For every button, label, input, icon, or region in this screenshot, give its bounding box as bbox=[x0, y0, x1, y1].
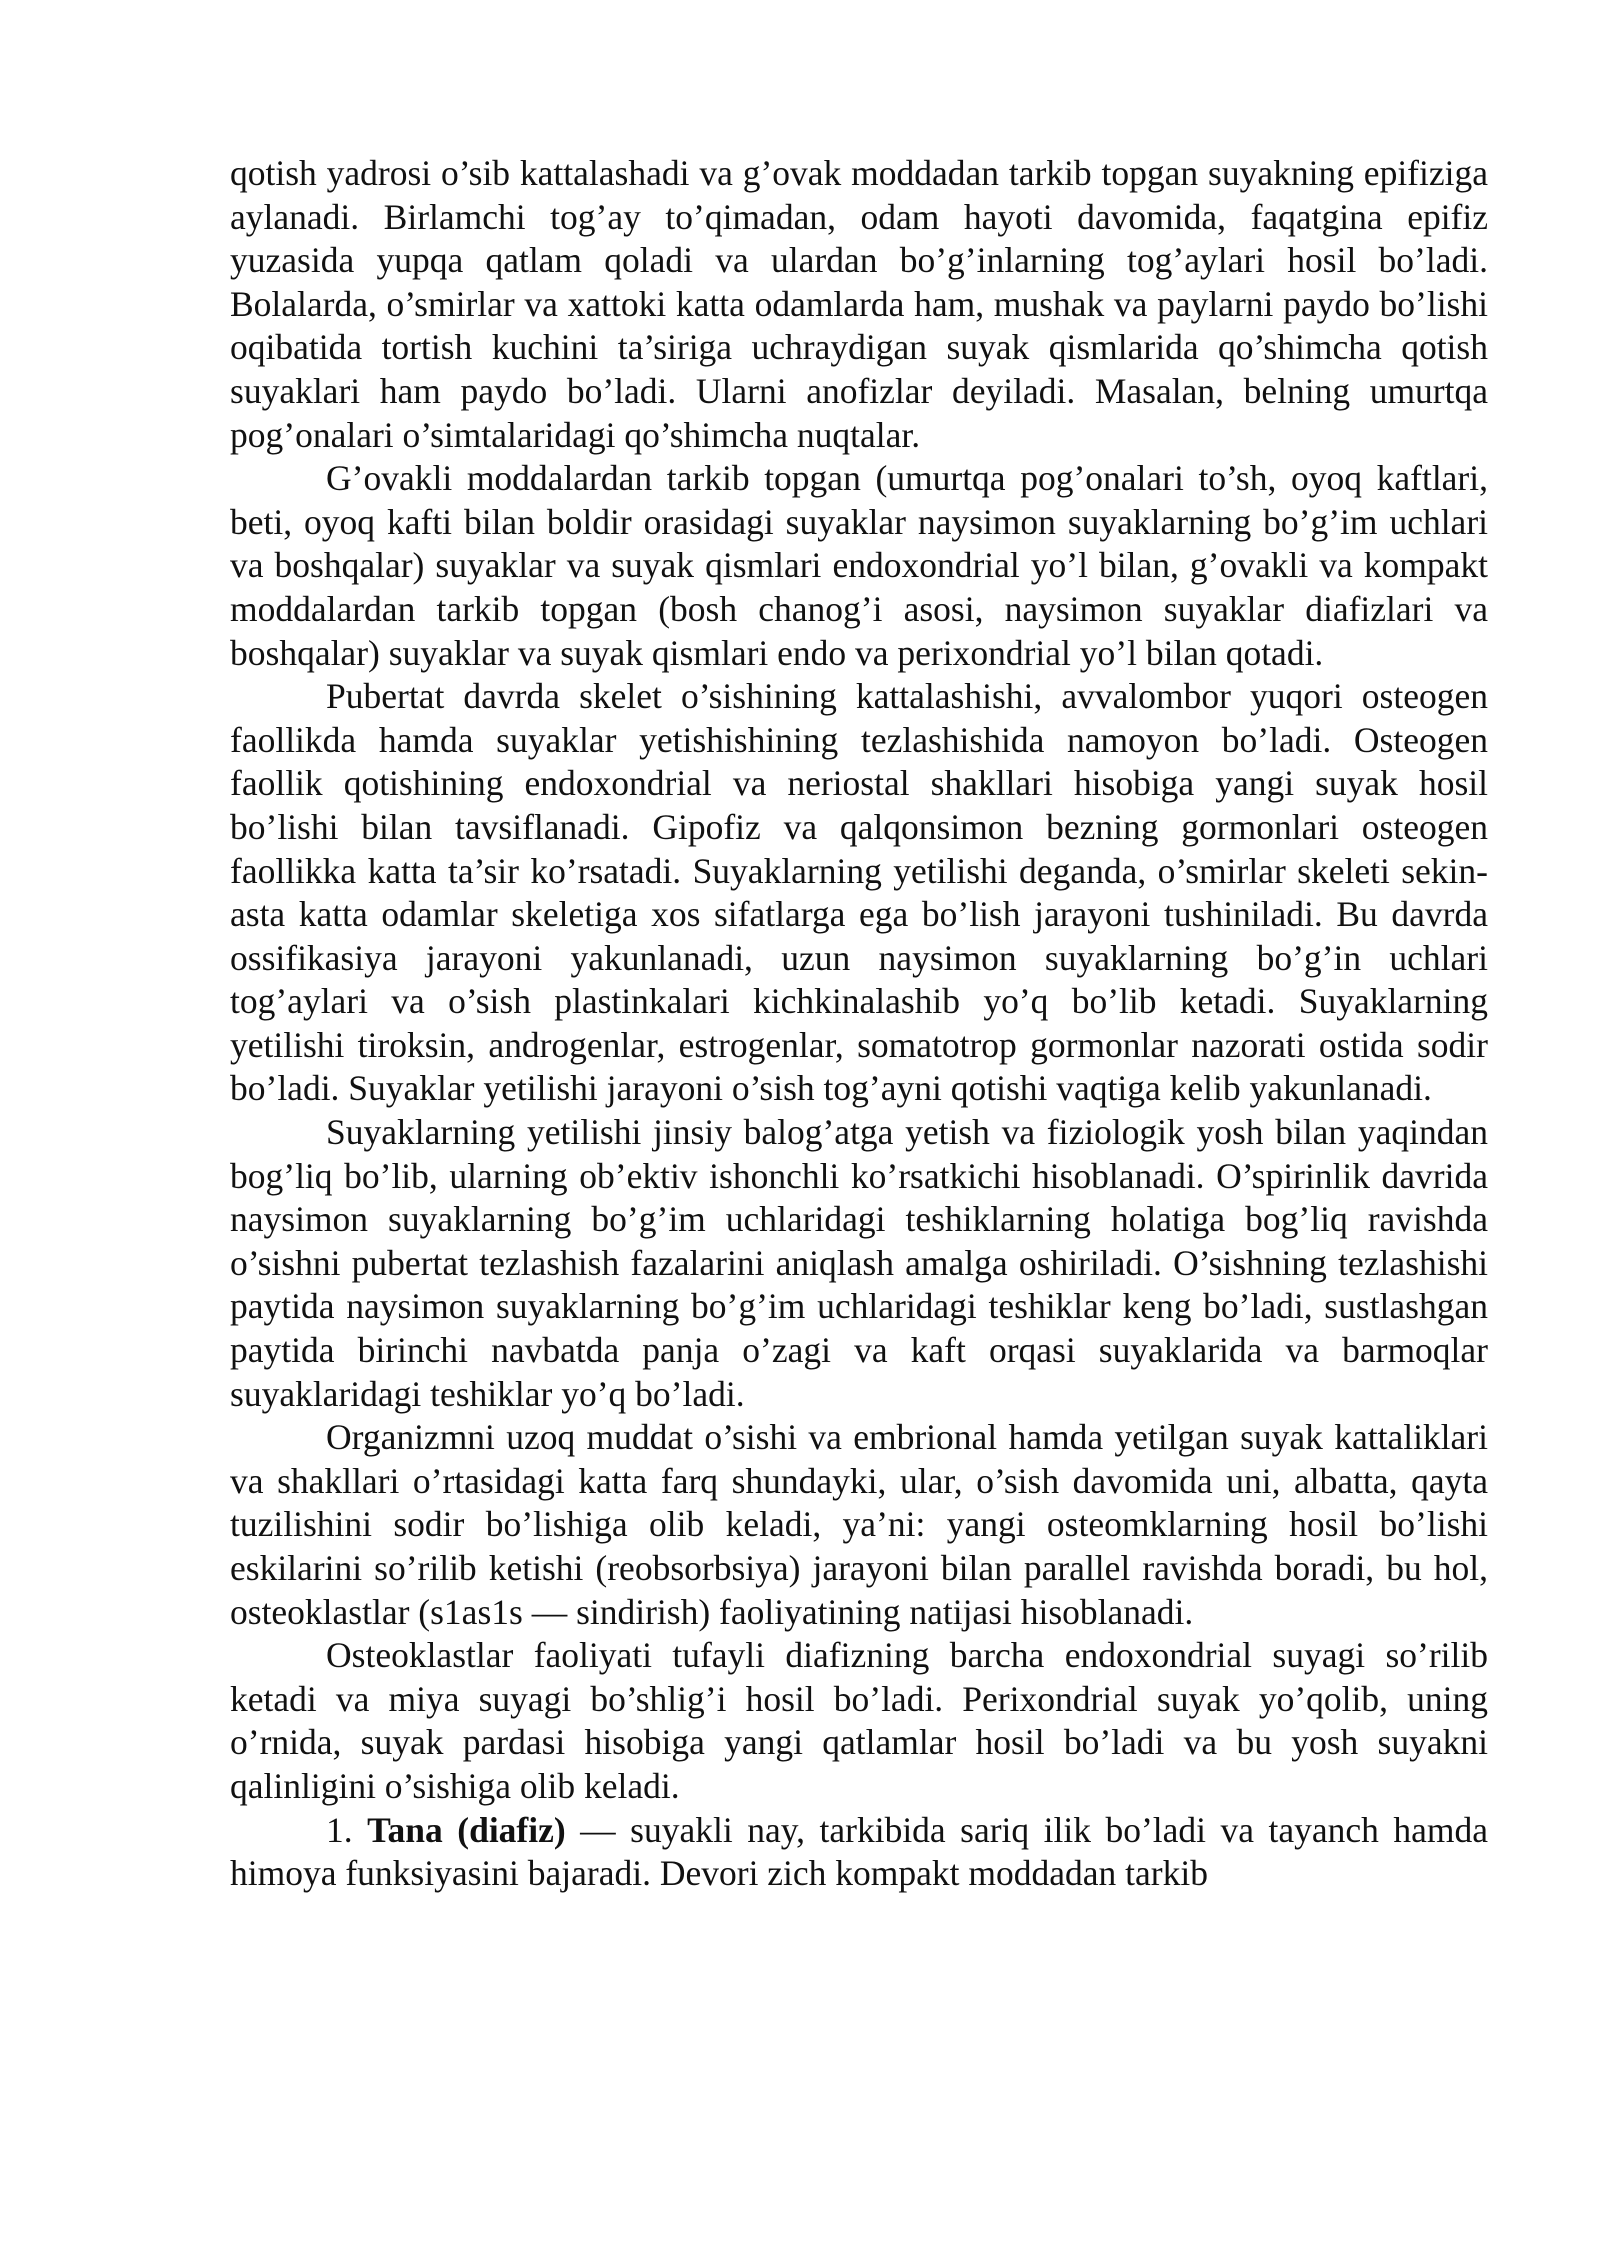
paragraph-4: Suyaklarning yetilishi jinsiy balog’atga yetish va fiziologik yosh bilan yaqindan bog’liq bo’lib, ularning ob’ektiv ishonchli ko’rsatkichi hisoblanadi. O’spirinlik davrida naysimon suyaklarning bo’g’im uchlaridagi teshiklarning holatiga bog’liq ravishda o’sishni pubertat tezlashish fazalarini aniqlash amalga oshiriladi. O’sishning tezlashishi paytida naysimon suyaklarning bo’g’im uchlaridagi teshiklar keng bo’ladi, sustlashgan paytida birinchi navbatda panja o’zagi va kaft orqasi suyaklarida va barmoqlar suyaklaridagi teshiklar yo’q bo’ladi. bbox=[230, 1112, 1488, 1414]
paragraph-5: Organizmni uzoq muddat o’sishi va embrional hamda yetilgan suyak kattaliklari va shakllari o’rtasidagi katta farq shundayki, ular, o’sish davomida uni, albatta, qayta tuzilishini sodir bo’lishiga olib keladi, ya’ni: yangi osteomklarning hosil bo’lishi eskilarini so’rilib ketishi (reobsorbsiya) jarayoni bilan parallel ravishda boradi, bu hol, osteoklastlar (s1as1s — sindirish) faoliyatining natijasi hisoblanadi. bbox=[230, 1417, 1488, 1632]
paragraph-3: Pubertat davrda skelet o’sishining kattalashishi, avvalombor yuqori osteogen faollikda hamda suyaklar yetishishining tezlashishida namoyon bo’ladi. Osteogen faollik qotishining endoxondrial va neriostal shakllari hisobiga yangi suyak hosil bo’lishi bilan tavsiflanadi. Gipofiz va qalqonsimon bezning gormonlari osteogen faollikka katta ta’sir ko’rsatadi. Suyaklarning yetilishi deganda, o’smirlar skeleti sekin-asta katta odamlar skeletiga xos sifatlarga ega bo’lish jarayoni tushiniladi. Bu davrda ossifikasiya jarayoni yakunlanadi, uzun naysimon suyaklarning bo’g’in uchlari tog’aylari va o’sish plastinkalari kichkinalashib yo’q bo’lib ketadi. Suyaklarning yetilishi tiroksin, androgenlar, estrogenlar, somatotrop gormonlar nazorati ostida sodir bo’ladi. Suyaklar yetilishi jarayoni o’sish tog’ayni qotishi vaqtiga kelib yakunlanadi. bbox=[230, 676, 1488, 1109]
paragraph-2: G’ovakli moddalardan tarkib topgan (umurtqa pog’onalari to’sh, oyoq kaftlari, beti, oyoq kafti bilan boldir orasidagi suyaklar naysimon suyaklarning bo’g’im uchlari va boshqalar) suyaklar va suyak qismlari endoxondrial yo’l bilan, g’ovakli va kompakt moddalardan tarkib topgan (bosh chanog’i asosi, naysimon suyaklar diafizlari va boshqalar) suyaklar va suyak qismlari endo va perixondrial yo’l bilan qotadi. bbox=[230, 458, 1488, 673]
document-page bbox=[230, 152, 1488, 1896]
list-item-text: — suyakli nay, tarkibida sariq ilik bo’ladi va tayanch hamda himoya funksiyasini bajaradi. Devori zich kompakt moddadan tarkib bbox=[230, 1809, 1488, 1894]
list-number: 1. bbox=[326, 1809, 353, 1850]
paragraph-7-list-item bbox=[230, 1809, 1488, 1896]
paragraph-6: Osteoklastlar faoliyati tufayli diafizning barcha endoxondrial suyagi so’rilib ketadi va miya suyagi bo’shlig’i hosil bo’ladi. Perixondrial suyak yo’qolib, uning o’rnida, suyak pardasi hisobiga yangi qatlamlar hosil bo’ladi va bu yosh suyakni qalinligini o’sishiga olib keladi. bbox=[230, 1635, 1488, 1806]
paragraph-1-continuation: qotish yadrosi o’sib kattalashadi va g’ovak moddadan tarkib topgan suyakning epifiziga aylanadi. Birlamchi tog’ay to’qimadan, odam hayoti davomida, faqatgina epifiz yuzasida yupqa qatlam qoladi va ulardan bo’g’inlarning tog’aylari hosil bo’ladi. Bolalarda, o’smirlar va xattoki katta odamlarda ham, mushak va paylarni paydo bo’lishi oqibatida tortish kuchini ta’siriga uchraydigan suyak qismlarida qo’shimcha qotish suyaklari ham paydo bo’ladi. Ularni anofizlar deyiladi. Masalan, belning umurtqa pog’onalari o’simtalaridagi qo’shimcha nuqtalar. bbox=[230, 153, 1488, 455]
bold-term: Tana (diafiz) bbox=[367, 1809, 566, 1850]
